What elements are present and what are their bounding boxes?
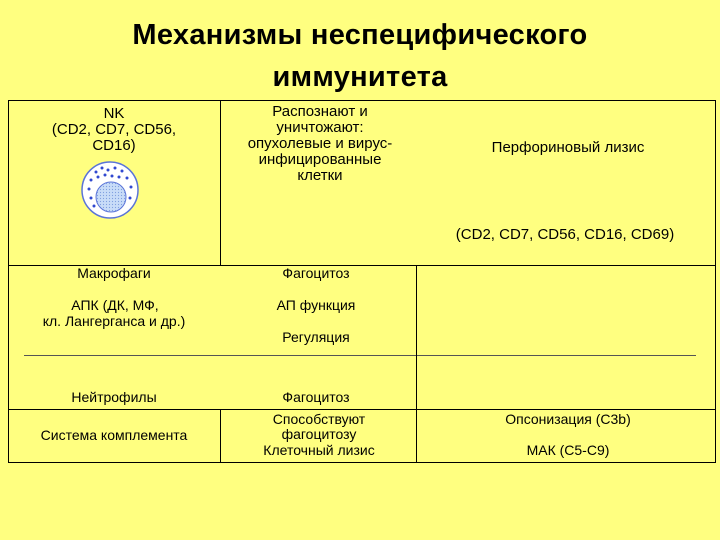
apc-function: АП функция — [276, 297, 356, 313]
apc-name-line-2: кл. Лангерганса и др.) — [42, 313, 186, 329]
apc-regulation: Регуляция — [282, 329, 350, 345]
nk-function-line-4: инфицированные — [258, 151, 382, 168]
nk-mechanism-markers: (CD2, CD7, CD56, CD16, CD69) — [455, 226, 675, 243]
nk-function-line-5: клетки — [297, 167, 343, 184]
table-bottom-border — [8, 462, 716, 463]
table-right-border — [715, 100, 716, 463]
col-divider-2 — [416, 265, 417, 463]
nk-function-line-3: опухолевые и вирус- — [247, 135, 393, 152]
nk-function-line-2: уничтожают: — [276, 119, 364, 136]
nk-cell-name: NK — [103, 105, 125, 122]
col-divider-1-nk — [220, 100, 221, 266]
macrophages-name: Макрофаги — [77, 265, 151, 281]
complement-name: Система комплемента — [40, 427, 188, 443]
row-divider-neutrophils — [8, 409, 716, 410]
table-left-border — [8, 100, 9, 463]
nk-function-line-1: Распознают и — [272, 103, 368, 120]
page-title-line-1: Механизмы неспецифического — [132, 19, 588, 51]
neutrophils-name: Нейтрофилы — [71, 389, 157, 405]
col-divider-1-complement — [220, 409, 221, 463]
apc-name-line-1: АПК (ДК, МФ, — [71, 297, 159, 313]
nk-cell-icon — [78, 158, 142, 222]
nk-cell-markers-line-2: CD16) — [92, 137, 136, 154]
table-top-border — [8, 100, 716, 101]
macrophages-function: Фагоцитоз — [282, 265, 350, 281]
complement-mechanism-line-1: Опсонизация (С3b) — [505, 411, 631, 427]
complement-mechanism-line-2: МАК (С5-С9) — [526, 442, 610, 458]
complement-function-line-1: Способствуют — [272, 411, 366, 427]
page-title-line-2: иммунитета — [272, 61, 448, 93]
neutrophils-function: Фагоцитоз — [282, 389, 350, 405]
cell-nucleus — [96, 182, 126, 212]
complement-function-line-3: Клеточный лизис — [263, 442, 375, 458]
row-divider-apc — [24, 355, 696, 356]
nk-cell-markers-line-1: (CD2, CD7, CD56, — [51, 121, 177, 138]
nk-mechanism: Перфориновый лизис — [491, 139, 645, 156]
complement-function-line-2: фагоцитозу — [281, 426, 357, 442]
